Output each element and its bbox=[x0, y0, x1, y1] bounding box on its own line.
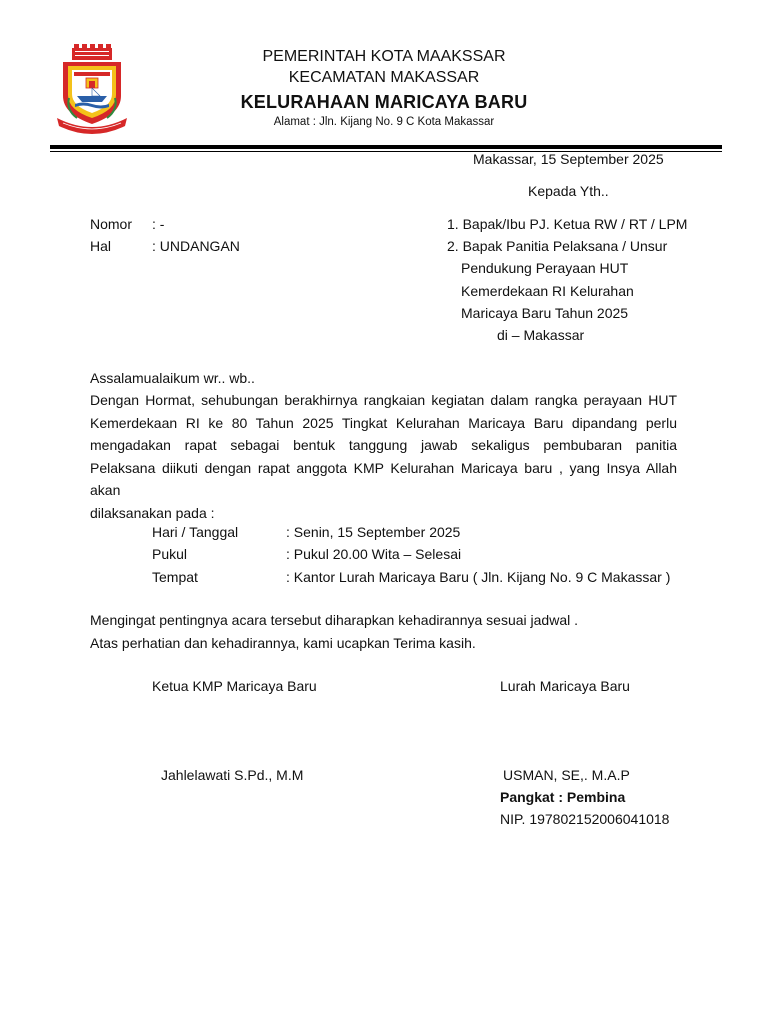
closing-line: Atas perhatian dan kehadirannya, kami ucapkan Terima kasih. bbox=[90, 635, 476, 651]
right-signatory-rank: Pangkat : Pembina bbox=[500, 789, 626, 805]
letterhead-village-title: KELURAHAAN MARICAYA BARU bbox=[240, 92, 528, 112]
body-line: Dengan Hormat, sehubungan berakhirnya rangkaian kegiatan dalam rangka perayaan HUT bbox=[90, 392, 677, 408]
body-line: dilaksanakan pada : bbox=[90, 504, 215, 521]
left-signatory-name: Jahlelawati S.Pd., M.M bbox=[161, 767, 304, 783]
hal-value: : UNDANGAN bbox=[152, 238, 240, 254]
recipient-line: Kemerdekaan RI Kelurahan bbox=[461, 283, 634, 299]
recipient-line: 2. Bapak Panitia Pelaksana / Unsur bbox=[447, 238, 668, 254]
right-signatory-nip: NIP. 197802152006041018 bbox=[500, 811, 670, 827]
recipient-line: Pendukung Perayaan HUT bbox=[461, 260, 629, 276]
right-signatory-title: Lurah Maricaya Baru bbox=[500, 678, 630, 694]
nomor-value: : - bbox=[152, 216, 165, 232]
recipient-salutation: Kepada Yth.. bbox=[528, 183, 609, 199]
schedule-value-place: : Kantor Lurah Maricaya Baru ( Jln. Kijang No. 9 C Makassar ) bbox=[286, 569, 671, 585]
recipient-location: di – Makassar bbox=[497, 327, 585, 343]
schedule-value-time: : Pukul 20.00 Wita – Selesai bbox=[286, 546, 462, 562]
schedule-value-date: : Senin, 15 September 2025 bbox=[286, 524, 461, 540]
closing-line: Mengingat pentingnya acara tersebut diharapkan kehadirannya sesuai jadwal . bbox=[90, 612, 578, 628]
letterhead-divider-thick bbox=[50, 145, 722, 149]
body-paragraph bbox=[90, 389, 677, 524]
letterhead-district-line: KECAMATAN MAKASSAR bbox=[288, 69, 480, 86]
schedule-label-time: Pukul bbox=[152, 546, 188, 562]
right-signatory-name: USMAN, SE,. M.A.P bbox=[503, 767, 630, 783]
letterhead-address: Alamat : Jln. Kijang No. 9 C Kota Makassar bbox=[273, 116, 495, 128]
body-line: Kemerdekaan RI ke 80 Tahun 2025 Tingkat Kelurahan Maricaya Baru dipandang perlu bbox=[90, 414, 677, 431]
left-signatory-title: Ketua KMP Maricaya Baru bbox=[152, 678, 317, 694]
greeting: Assalamualaikum wr.. wb.. bbox=[90, 370, 255, 386]
hal-label: Hal bbox=[90, 238, 112, 254]
nomor-label: Nomor bbox=[90, 216, 133, 232]
body-line: Pelaksana diikuti dengan rapat anggota KMP Kelurahan Maricaya baru , yang Insya Allah akan bbox=[90, 459, 677, 498]
letterhead-government-line: PEMERINTAH KOTA MAAKSSAR bbox=[262, 48, 506, 65]
schedule-label-place: Tempat bbox=[152, 569, 198, 585]
body-line: mengadakan rapat sebagai bentuk tanggung jawab sekaligus pembubaran panitia bbox=[90, 437, 677, 453]
schedule-label-date: Hari / Tanggal bbox=[152, 524, 239, 540]
recipient-line: Maricaya Baru Tahun 2025 bbox=[461, 305, 629, 321]
letter-date: Makassar, 15 September 2025 bbox=[473, 151, 664, 167]
recipient-line: 1. Bapak/Ibu PJ. Ketua RW / RT / LPM bbox=[447, 216, 688, 232]
